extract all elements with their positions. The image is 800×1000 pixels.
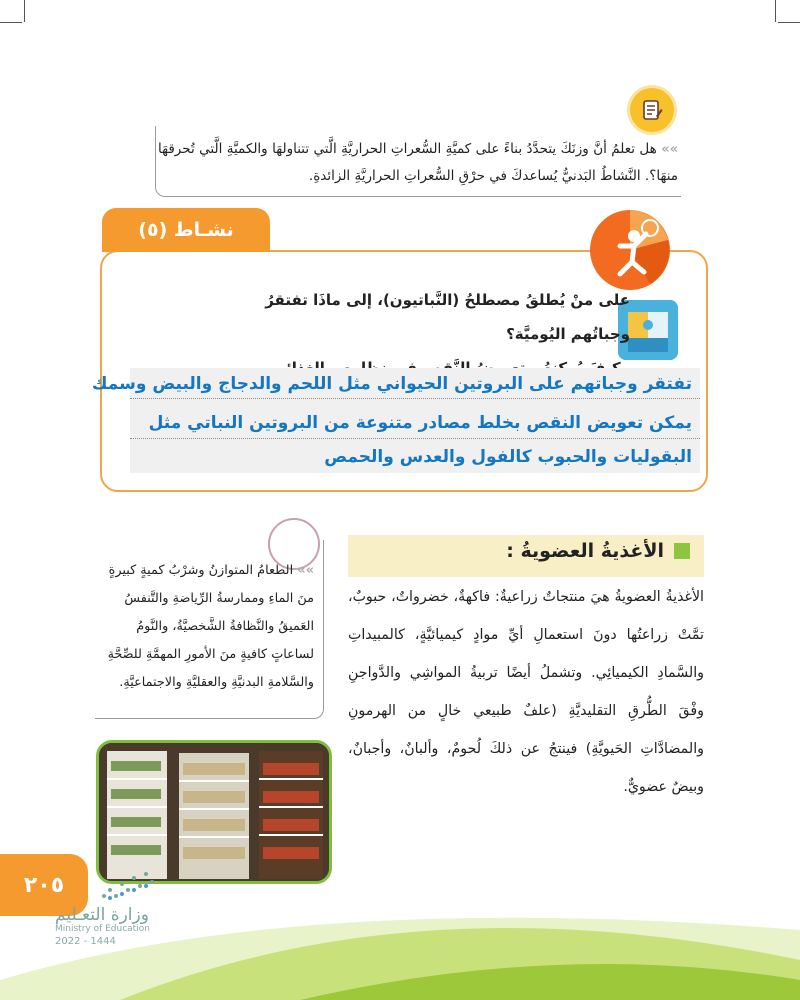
did-you-know-body: هل تعلمُ أنَّ وزنَكَ يتحدَّدُ بناءً على كميَّةِ السُّعراتِ الحراريَّةِ الَّتي تتناولهَا والكميَّةِ الَّتي تُحرقهَا منهَا؟. النَّشاطُ البَدنيُّ يُساعدكَ في حرْقِ السُّعراتِ الحراريَّةِ الزائدةِ.: [158, 141, 678, 184]
organic-heading: [506, 540, 690, 562]
crop-mark: [0, 22, 22, 23]
moe-logo-icon: [96, 866, 160, 906]
activity-tab: نشـاط (٥): [102, 208, 270, 252]
answer-dotted-line: [130, 438, 700, 439]
crop-mark: [778, 22, 800, 23]
side-note-body: الطعامُ المتوازنُ وشرْبُ كميةٍ كبيرةٍ منَ الماءِ وممارسةُ الرِّياضةِ والتَّنفسُ العَميقُ والنَّظافةُ الشَّخصيَّةُ، والنَّومُ لساعاتٍ كافيةٍ منَ الأمورِ المهمَّةِ للصِّحَّةِ والسَّلامةِ البدنيَّةِ والعقليَّةِ والاجتماعيَّةِ.: [107, 563, 314, 690]
did-you-know-text: [158, 136, 678, 190]
crop-mark: [24, 0, 25, 22]
crop-mark: [775, 0, 776, 22]
answer-line-1: تفتقر وجباتهم على البروتين الحيواني مثل اللحم والدجاج والبيض وسمك: [91, 374, 692, 394]
quote-mark-icon: »»: [297, 563, 314, 578]
edition-year: 2022 - 1444: [55, 936, 116, 947]
quote-mark-icon: »»: [661, 142, 679, 157]
side-note-text: [96, 557, 314, 697]
organic-title: الأغذيةُ العضويةُ :: [506, 540, 664, 562]
ministry-name-en: Ministry of Education: [55, 924, 150, 934]
page-number: ٢٠٥: [0, 854, 88, 916]
activity-person-icon: [590, 210, 670, 290]
question-line: على منْ يُطلقُ مصطلحُ (النَّباتيون)، إلى ماذَا تفتقرُ وجباتُهم اليُوميَّة؟: [265, 291, 630, 343]
organic-paragraph: الأغذيةُ العضويةُ هيَ منتجاتٌ زراعيةٌ: فاكهةٌ، خضرواتٌ، حبوبٌ، تمَّتْ زراعتُها دونَ استعمالِ أيِّ موادٍ كيميائيَّةٍ، كالمبيداتِ والسَّمادِ الكيميائِي. وتشملُ أيضًا تربيةُ المواشِي والدَّواجنِ وفْقَ الطُّرقِ التقليديَّةِ (علفٌ طبيعي خالٍ من الهرمونِ والمضادَّاتِ الحَيويَّةِ) فينتجُ عن ذلكَ لُحومٌ، وألبانٌ، وأجبانٌ، وبيضٌ عضويٌّ.: [348, 589, 704, 795]
green-square-icon: [674, 543, 690, 559]
answer-line-3: البقوليات والحبوب كالفول والعدس والحمص: [324, 447, 692, 467]
organic-store-shelves-image: [96, 740, 332, 884]
ministry-name-ar: وزارة التعـليم: [55, 905, 149, 925]
answer-line-2: يمكن تعويض النقص بخلط مصادر متنوعة من البروتين النباتي مثل: [148, 413, 692, 433]
answer-dotted-line: [130, 398, 700, 399]
